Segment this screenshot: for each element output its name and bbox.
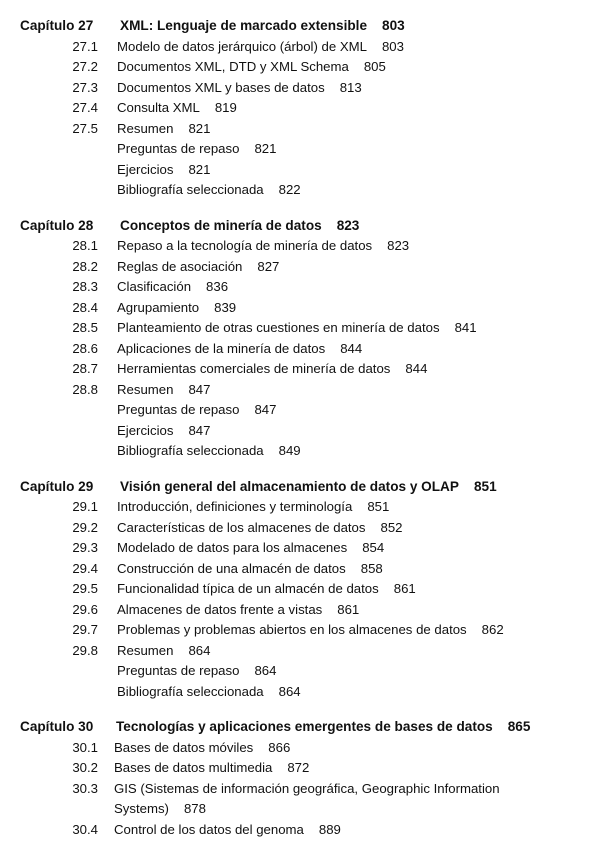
section-title xyxy=(117,339,586,360)
section-title-text: Construcción de una almacén de datos xyxy=(117,560,346,576)
section-page-number: 862 xyxy=(481,622,504,637)
section-title-text: Ejercicios xyxy=(117,161,174,177)
section-page-number: 805 xyxy=(363,59,386,74)
section-title xyxy=(114,758,586,779)
section-page-number: 861 xyxy=(337,601,360,617)
section-page-number: 889 xyxy=(318,821,341,837)
section-title-text: Planteamiento de otras cuestiones en minería de datos xyxy=(117,320,440,335)
chapter-title-text: Visión general del almacenamiento de datos y OLAP xyxy=(120,478,459,494)
toc-section-entry xyxy=(0,298,600,319)
toc-section-entry xyxy=(0,758,600,779)
section-title xyxy=(117,559,586,580)
section-title xyxy=(117,236,586,257)
section-title xyxy=(114,779,586,820)
toc-section-entry xyxy=(0,57,600,78)
section-title-text: Características de los almacenes de datos xyxy=(117,519,366,535)
toc-section-entry xyxy=(0,380,600,401)
chapter-title xyxy=(120,216,586,237)
chapter-heading xyxy=(0,477,600,498)
toc-section-entry xyxy=(0,820,600,841)
toc-section-entry xyxy=(0,620,600,641)
section-title xyxy=(114,738,586,759)
section-page-number: 822 xyxy=(278,182,301,197)
section-title xyxy=(117,641,586,662)
section-title xyxy=(117,160,586,181)
chapter-section xyxy=(0,717,600,840)
toc-section-entry xyxy=(0,236,600,257)
section-number: 27.1 xyxy=(72,38,98,54)
section-number: 27.4 xyxy=(72,100,98,115)
section-page-number: 852 xyxy=(380,519,403,535)
section-title-text: Preguntas de repaso xyxy=(117,141,240,156)
toc-backmatter-entry xyxy=(0,400,600,421)
toc-section-entry xyxy=(0,277,600,298)
chapter-label: Capítulo 29 xyxy=(20,478,94,494)
section-title-text: GIS (Sistemas de información geográfica, Geographic Information Systems) xyxy=(114,780,500,816)
section-title-text: Reglas de asociación xyxy=(117,258,243,274)
toc-backmatter-entry xyxy=(0,180,600,201)
section-page-number: 847 xyxy=(188,381,211,397)
section-title xyxy=(117,518,586,539)
chapter-label: Capítulo 28 xyxy=(20,217,94,233)
section-number: 30.4 xyxy=(72,821,98,837)
section-title-text: Repaso a la tecnología de minería de datos xyxy=(117,238,373,253)
section-title-text: Preguntas de repaso xyxy=(117,402,240,417)
toc-section-entry xyxy=(0,738,600,759)
chapter-section xyxy=(0,16,600,201)
section-title xyxy=(114,820,586,841)
section-title-text: Control de los datos del genoma xyxy=(114,821,304,837)
section-title-text: Introducción, definiciones y terminología xyxy=(117,499,353,514)
toc-section-entry xyxy=(0,641,600,662)
section-page-number: 819 xyxy=(214,100,237,115)
section-number: 28.7 xyxy=(72,361,98,376)
section-number: 27.3 xyxy=(72,79,98,95)
section-page-number: 872 xyxy=(287,760,310,775)
section-number: 29.3 xyxy=(72,540,98,555)
section-number: 29.1 xyxy=(72,499,98,514)
section-title xyxy=(117,421,586,442)
toc-section-entry xyxy=(0,579,600,600)
chapter-heading xyxy=(0,216,600,237)
section-number: 27.5 xyxy=(72,120,98,136)
section-title xyxy=(117,78,586,99)
section-page-number: 858 xyxy=(360,560,383,576)
section-number: 29.4 xyxy=(72,560,98,576)
section-title xyxy=(117,538,586,559)
section-title xyxy=(117,57,586,78)
section-page-number: 823 xyxy=(387,238,410,253)
chapter-section xyxy=(0,477,600,703)
section-number: 29.2 xyxy=(72,519,98,535)
section-title xyxy=(117,257,586,278)
section-title-text: Agrupamiento xyxy=(117,299,200,315)
chapter-title-text: Tecnologías y aplicaciones emergentes de bases de datos xyxy=(116,719,493,734)
section-number: 28.6 xyxy=(72,340,98,356)
section-page-number: 821 xyxy=(188,161,211,177)
section-page-number: 861 xyxy=(393,581,416,596)
section-number: 28.4 xyxy=(72,299,98,315)
section-number: 30.1 xyxy=(72,739,98,755)
chapter-page-number: 851 xyxy=(473,478,497,494)
section-title-text: Bibliografía seleccionada xyxy=(117,683,264,699)
section-title-text: Documentos XML y bases de datos xyxy=(117,79,325,95)
chapter-page-number: 803 xyxy=(382,18,405,33)
toc-backmatter-entry xyxy=(0,682,600,703)
section-page-number: 851 xyxy=(367,499,390,514)
section-number: 28.8 xyxy=(72,381,98,397)
section-page-number: 847 xyxy=(188,422,211,438)
section-title-text: Consulta XML xyxy=(117,100,200,115)
toc-section-entry xyxy=(0,98,600,119)
section-page-number: 849 xyxy=(278,443,301,458)
section-title xyxy=(117,600,586,621)
section-title-text: Aplicaciones de la minería de datos xyxy=(117,340,326,356)
section-page-number: 827 xyxy=(257,258,280,274)
section-title xyxy=(117,682,586,703)
section-title-text: Modelo de datos jerárquico (árbol) de XML xyxy=(117,38,367,54)
section-title-text: Resumen xyxy=(117,642,174,658)
section-title-text: Funcionalidad típica de un almacén de datos xyxy=(117,581,379,596)
section-title-text: Ejercicios xyxy=(117,422,174,438)
section-title xyxy=(117,359,586,380)
section-number: 28.5 xyxy=(72,320,98,335)
toc-section-entry xyxy=(0,78,600,99)
chapter-label: Capítulo 30 xyxy=(20,719,94,734)
section-title-text: Bibliografía seleccionada xyxy=(117,182,264,197)
section-page-number: 844 xyxy=(405,361,428,376)
section-title xyxy=(117,180,586,201)
chapter-title-text: Conceptos de minería de datos xyxy=(120,217,322,233)
section-page-number: 821 xyxy=(188,120,211,136)
section-title-text: Herramientas comerciales de minería de datos xyxy=(117,361,391,376)
section-number: 30.2 xyxy=(72,760,98,775)
section-number: 30.3 xyxy=(72,780,98,796)
section-title xyxy=(117,661,586,682)
section-page-number: 864 xyxy=(254,663,277,678)
toc-backmatter-entry xyxy=(0,160,600,181)
section-page-number: 866 xyxy=(268,739,291,755)
toc-section-entry xyxy=(0,257,600,278)
section-title-text: Bibliografía seleccionada xyxy=(117,443,264,458)
section-number: 29.5 xyxy=(72,581,98,596)
chapter-label: Capítulo 27 xyxy=(20,18,94,33)
toc-backmatter-entry xyxy=(0,661,600,682)
chapter-page-number: 865 xyxy=(507,719,531,734)
toc-section-entry xyxy=(0,538,600,559)
section-title xyxy=(117,400,586,421)
section-page-number: 841 xyxy=(454,320,477,335)
toc-section-entry xyxy=(0,518,600,539)
toc-section-entry xyxy=(0,779,600,820)
section-title xyxy=(117,441,586,462)
section-number: 28.1 xyxy=(72,238,98,253)
section-title-text: Modelado de datos para los almacenes xyxy=(117,540,348,555)
section-title xyxy=(117,139,586,160)
chapter-section xyxy=(0,216,600,462)
toc-section-entry xyxy=(0,37,600,58)
section-page-number: 864 xyxy=(188,642,211,658)
section-title-text: Bases de datos móviles xyxy=(114,739,254,755)
section-title xyxy=(117,579,586,600)
section-page-number: 854 xyxy=(362,540,385,555)
section-number: 29.6 xyxy=(72,601,98,617)
section-page-number: 864 xyxy=(278,683,301,699)
section-title xyxy=(117,298,586,319)
section-title-text: Preguntas de repaso xyxy=(117,663,240,678)
toc-section-entry xyxy=(0,339,600,360)
section-page-number: 839 xyxy=(214,299,237,315)
chapter-title xyxy=(120,16,586,37)
chapter-page-number: 823 xyxy=(336,217,360,233)
section-page-number: 844 xyxy=(340,340,363,356)
toc-backmatter-entry xyxy=(0,421,600,442)
toc-section-entry xyxy=(0,600,600,621)
section-title xyxy=(117,497,586,518)
toc-section-entry xyxy=(0,497,600,518)
section-title-text: Problemas y problemas abiertos en los almacenes de datos xyxy=(117,622,467,637)
section-page-number: 847 xyxy=(254,402,277,417)
section-title-text: Clasificación xyxy=(117,279,192,294)
section-page-number: 836 xyxy=(206,279,229,294)
section-number: 29.7 xyxy=(72,622,98,637)
toc-section-entry xyxy=(0,359,600,380)
section-number: 27.2 xyxy=(72,59,98,74)
section-page-number: 813 xyxy=(339,79,362,95)
toc-section-entry xyxy=(0,119,600,140)
chapter-title-text: XML: Lenguaje de marcado extensible xyxy=(120,18,368,33)
section-title xyxy=(117,620,586,641)
chapter-heading xyxy=(0,16,600,37)
chapter-title xyxy=(120,477,586,498)
toc-backmatter-entry xyxy=(0,139,600,160)
section-title xyxy=(117,119,586,140)
section-title xyxy=(117,37,586,58)
toc-section-entry xyxy=(0,318,600,339)
section-title-text: Resumen xyxy=(117,120,174,136)
chapter-title xyxy=(116,717,586,738)
section-title-text: Resumen xyxy=(117,381,174,397)
section-title-text: Bases de datos multimedia xyxy=(114,760,273,775)
section-page-number: 803 xyxy=(381,38,404,54)
section-number: 28.3 xyxy=(72,279,98,294)
toc-section-entry xyxy=(0,559,600,580)
section-number: 28.2 xyxy=(72,258,98,274)
chapter-heading xyxy=(0,717,600,738)
section-page-number: 878 xyxy=(183,801,206,816)
section-title xyxy=(117,98,586,119)
section-title xyxy=(117,380,586,401)
section-title xyxy=(117,277,586,298)
section-title xyxy=(117,318,586,339)
section-page-number: 821 xyxy=(254,141,277,156)
toc-backmatter-entry xyxy=(0,441,600,462)
section-title-text: Documentos XML, DTD y XML Schema xyxy=(117,59,349,74)
section-number: 29.8 xyxy=(72,642,98,658)
section-title-text: Almacenes de datos frente a vistas xyxy=(117,601,323,617)
